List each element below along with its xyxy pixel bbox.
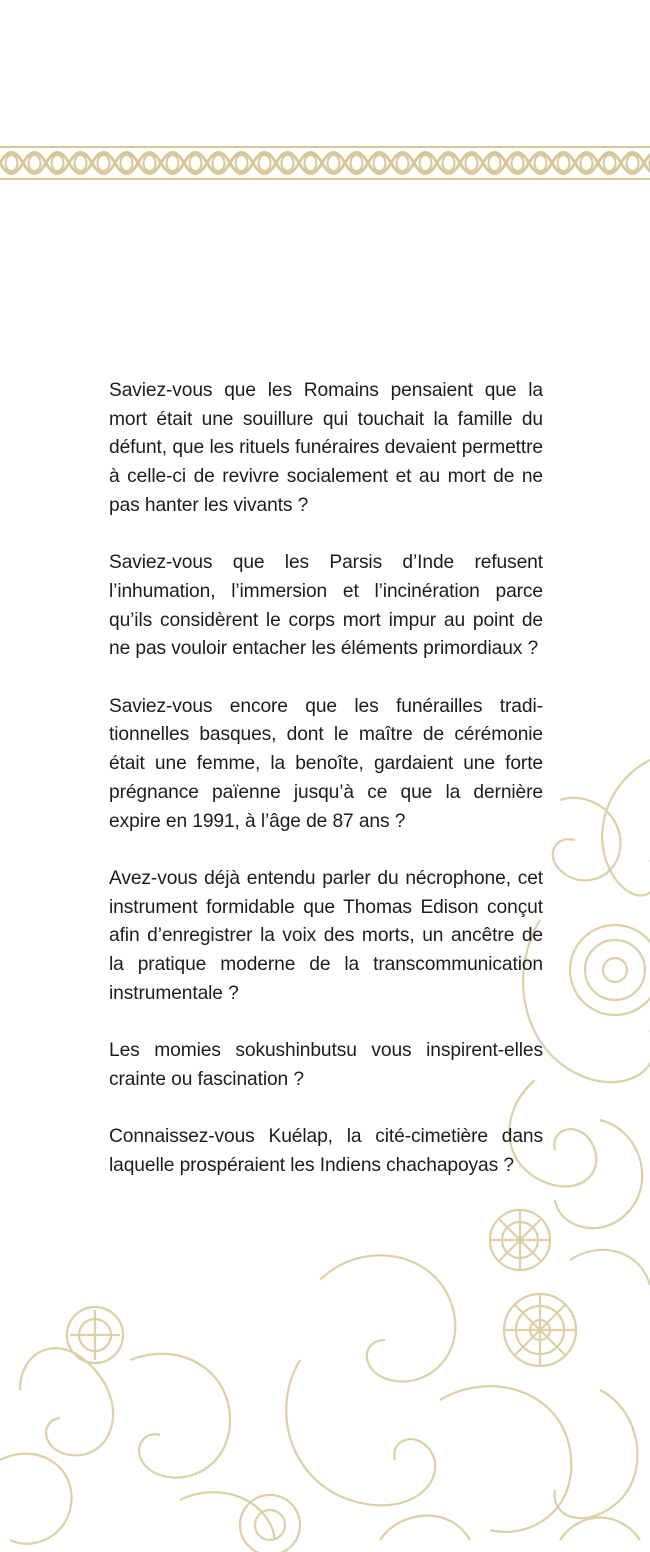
paragraph-necrophone: Avez-vous déjà entendu parler du nécrophone, cet instrument formidable que Thomas Edison conçut afin d’enregistrer la voix des morts, un ancêtre de la pratique moderne de la transcommunication instrumentale ? <box>109 867 543 1004</box>
paragraph-kuelap: Connaissez-vous Kuélap, la cité-cimetière dans laquelle prospéraient les Indiens chachapoyas ? <box>109 1126 543 1176</box>
paragraph-parsis: Saviez-vous que les Parsis d’Inde refusent l’inhumation, l’immersion et l’incinération parce qu’ils considèrent le corps mort impur au point de ne pas vouloir entacher les éléments primordiaux ? <box>109 552 543 660</box>
celtic-knot-border <box>0 143 650 183</box>
trivia-text-block <box>109 377 543 1209</box>
paragraph-funerailles-basques: Saviez-vous encore que les funérailles traditionnelles basques, dont le maître de cérémonie était une femme, la benoîte, gardaient une forte prégnance païenne jusqu’à ce que la dernière expire en 1991, à l’âge de 87 ans ? <box>109 695 543 832</box>
swirl-ornament-bottom <box>0 1240 650 1552</box>
paragraph-momies: Les momies sokushinbutsu vous inspirent-elles crainte ou fascination ? <box>109 1040 543 1090</box>
paragraph-romains: Saviez-vous que les Romains pensaient que la mort était une souillure qui touchait la famille du défunt, que les rituels funéraires devaient permettre à celle-ci de revivre socialement et au mort de ne pas hanter les vivants ? <box>109 380 543 516</box>
